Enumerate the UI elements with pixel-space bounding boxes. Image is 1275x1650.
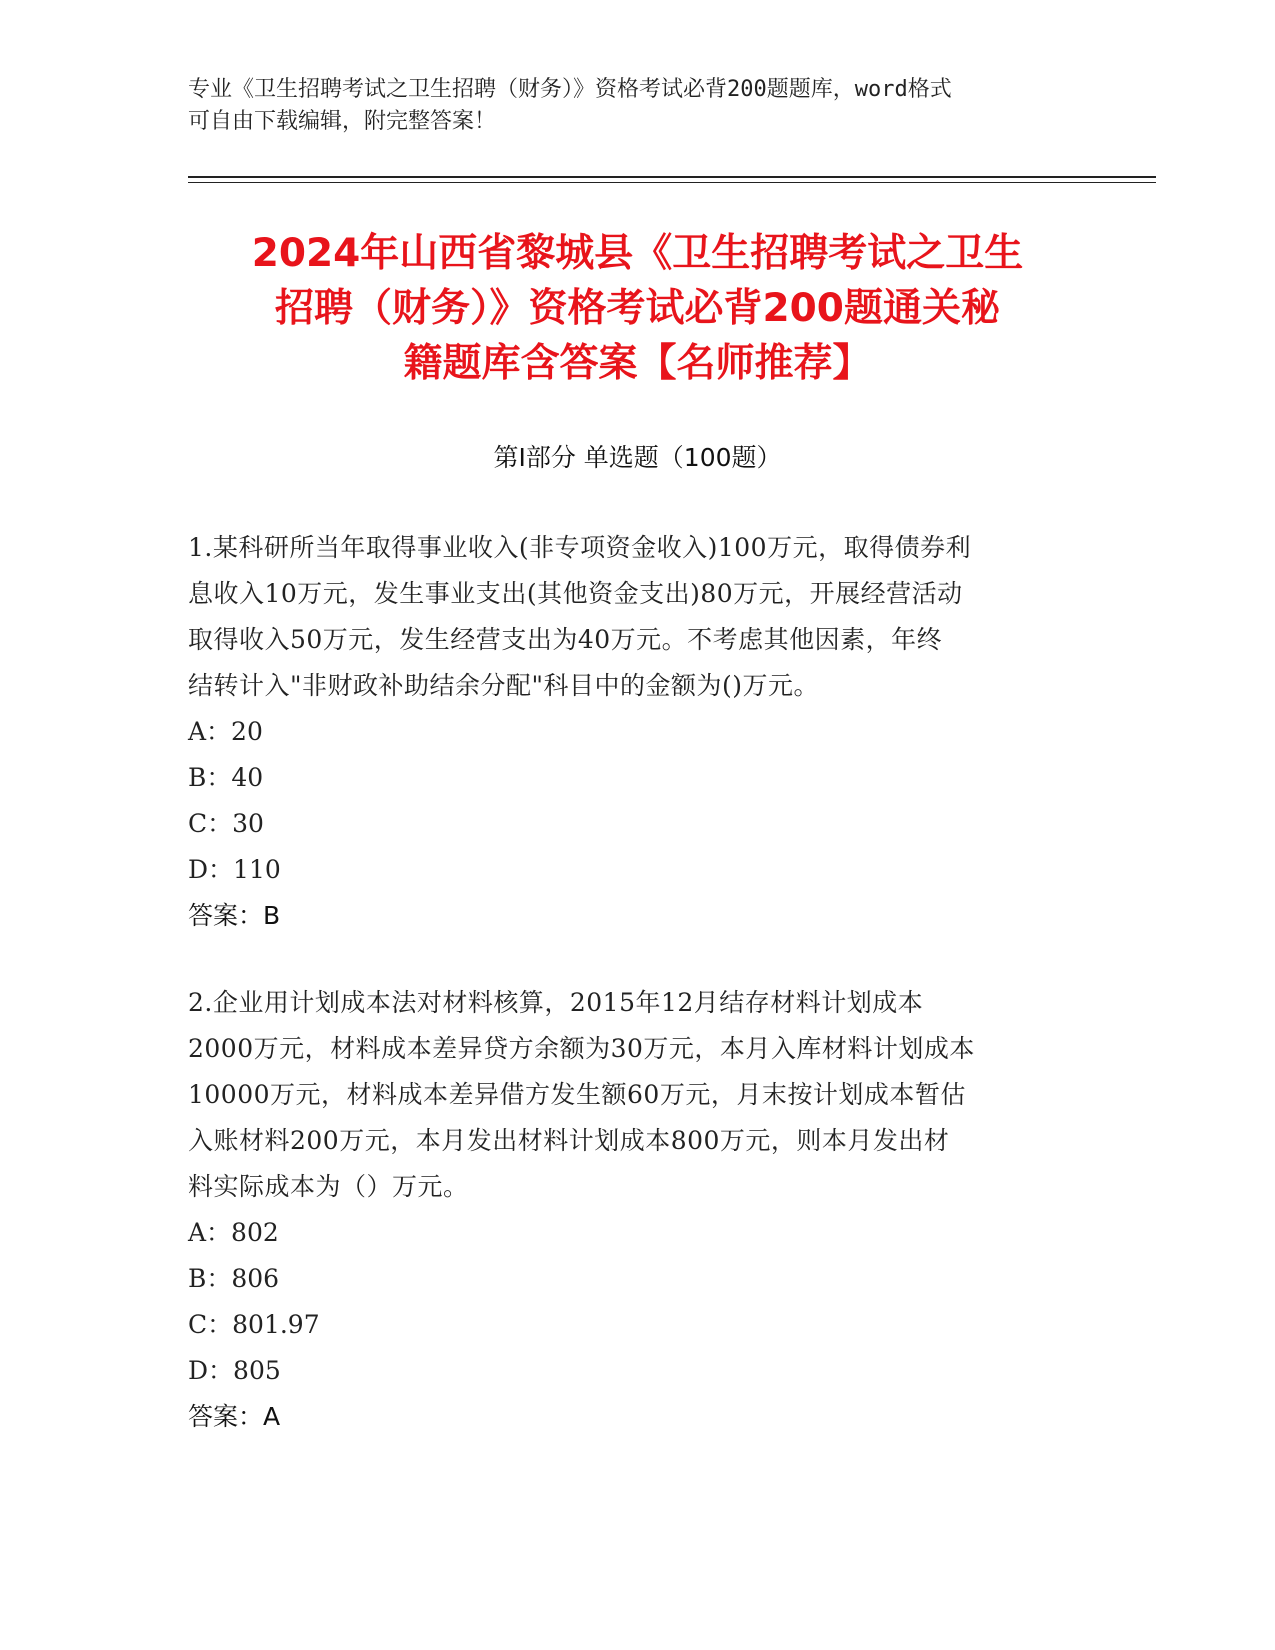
option-c: C：801.97	[188, 1310, 320, 1339]
question-1	[188, 525, 1088, 939]
option-b: B：40	[188, 763, 264, 792]
header-note-line-2: 可自由下载编辑，附完整答案！	[188, 109, 497, 134]
header-rule-thin	[188, 182, 1156, 183]
document-title	[150, 226, 1125, 391]
stem-line: 入账材料200万元，本月发出材料计划成本800万元，则本月发出材	[188, 1126, 950, 1155]
question-stem	[188, 980, 1088, 1210]
title-line-2: 招聘（财务）》资格考试必背200题通关秘	[275, 286, 1000, 331]
stem-line: 1.某科研所当年取得事业收入(非专项资金收入)100万元，取得债券利	[188, 533, 972, 562]
title-line-1: 2024年山西省黎城县《卫生招聘考试之卫生	[251, 231, 1024, 276]
option-b: B：806	[188, 1264, 280, 1293]
stem-line: 2.企业用计划成本法对材料核算，2015年12月结存材料计划成本	[188, 988, 924, 1017]
option-c: C：30	[188, 809, 264, 838]
stem-line: 料实际成本为（）万元。	[188, 1172, 469, 1201]
stem-line: 取得收入50万元，发生经营支出为40万元。不考虑其他因素，年终	[188, 625, 943, 654]
answer: 答案：A	[188, 1402, 281, 1431]
answer: 答案：B	[188, 901, 281, 930]
stem-line: 2000万元，材料成本差异贷方余额为30万元，本月入库材料计划成本	[188, 1034, 975, 1063]
stem-line: 息收入10万元，发生事业支出(其他资金支出)80万元，开展经营活动	[188, 579, 963, 608]
question-2	[188, 980, 1088, 1440]
question-stem	[188, 525, 1088, 709]
title-line-3: 籍题库含答案【名师推荐】	[403, 341, 872, 386]
stem-line: 结转计入"非财政补助结余分配"科目中的金额为()万元。	[188, 671, 820, 700]
option-d: D：805	[188, 1356, 281, 1385]
section-heading: 第Ⅰ部分 单选题（100题）	[493, 443, 782, 472]
header-note-line-1: 专业《卫生招聘考试之卫生招聘（财务）》资格考试必背200题题库，word格式	[188, 77, 952, 102]
option-d: D：110	[188, 855, 281, 884]
header-note	[188, 74, 1078, 138]
option-a: A：802	[188, 1218, 279, 1247]
option-a: A：20	[188, 717, 263, 746]
header-rule-thick	[188, 176, 1156, 178]
stem-line: 10000万元，材料成本差异借方发生额60万元，月末按计划成本暂估	[188, 1080, 966, 1109]
